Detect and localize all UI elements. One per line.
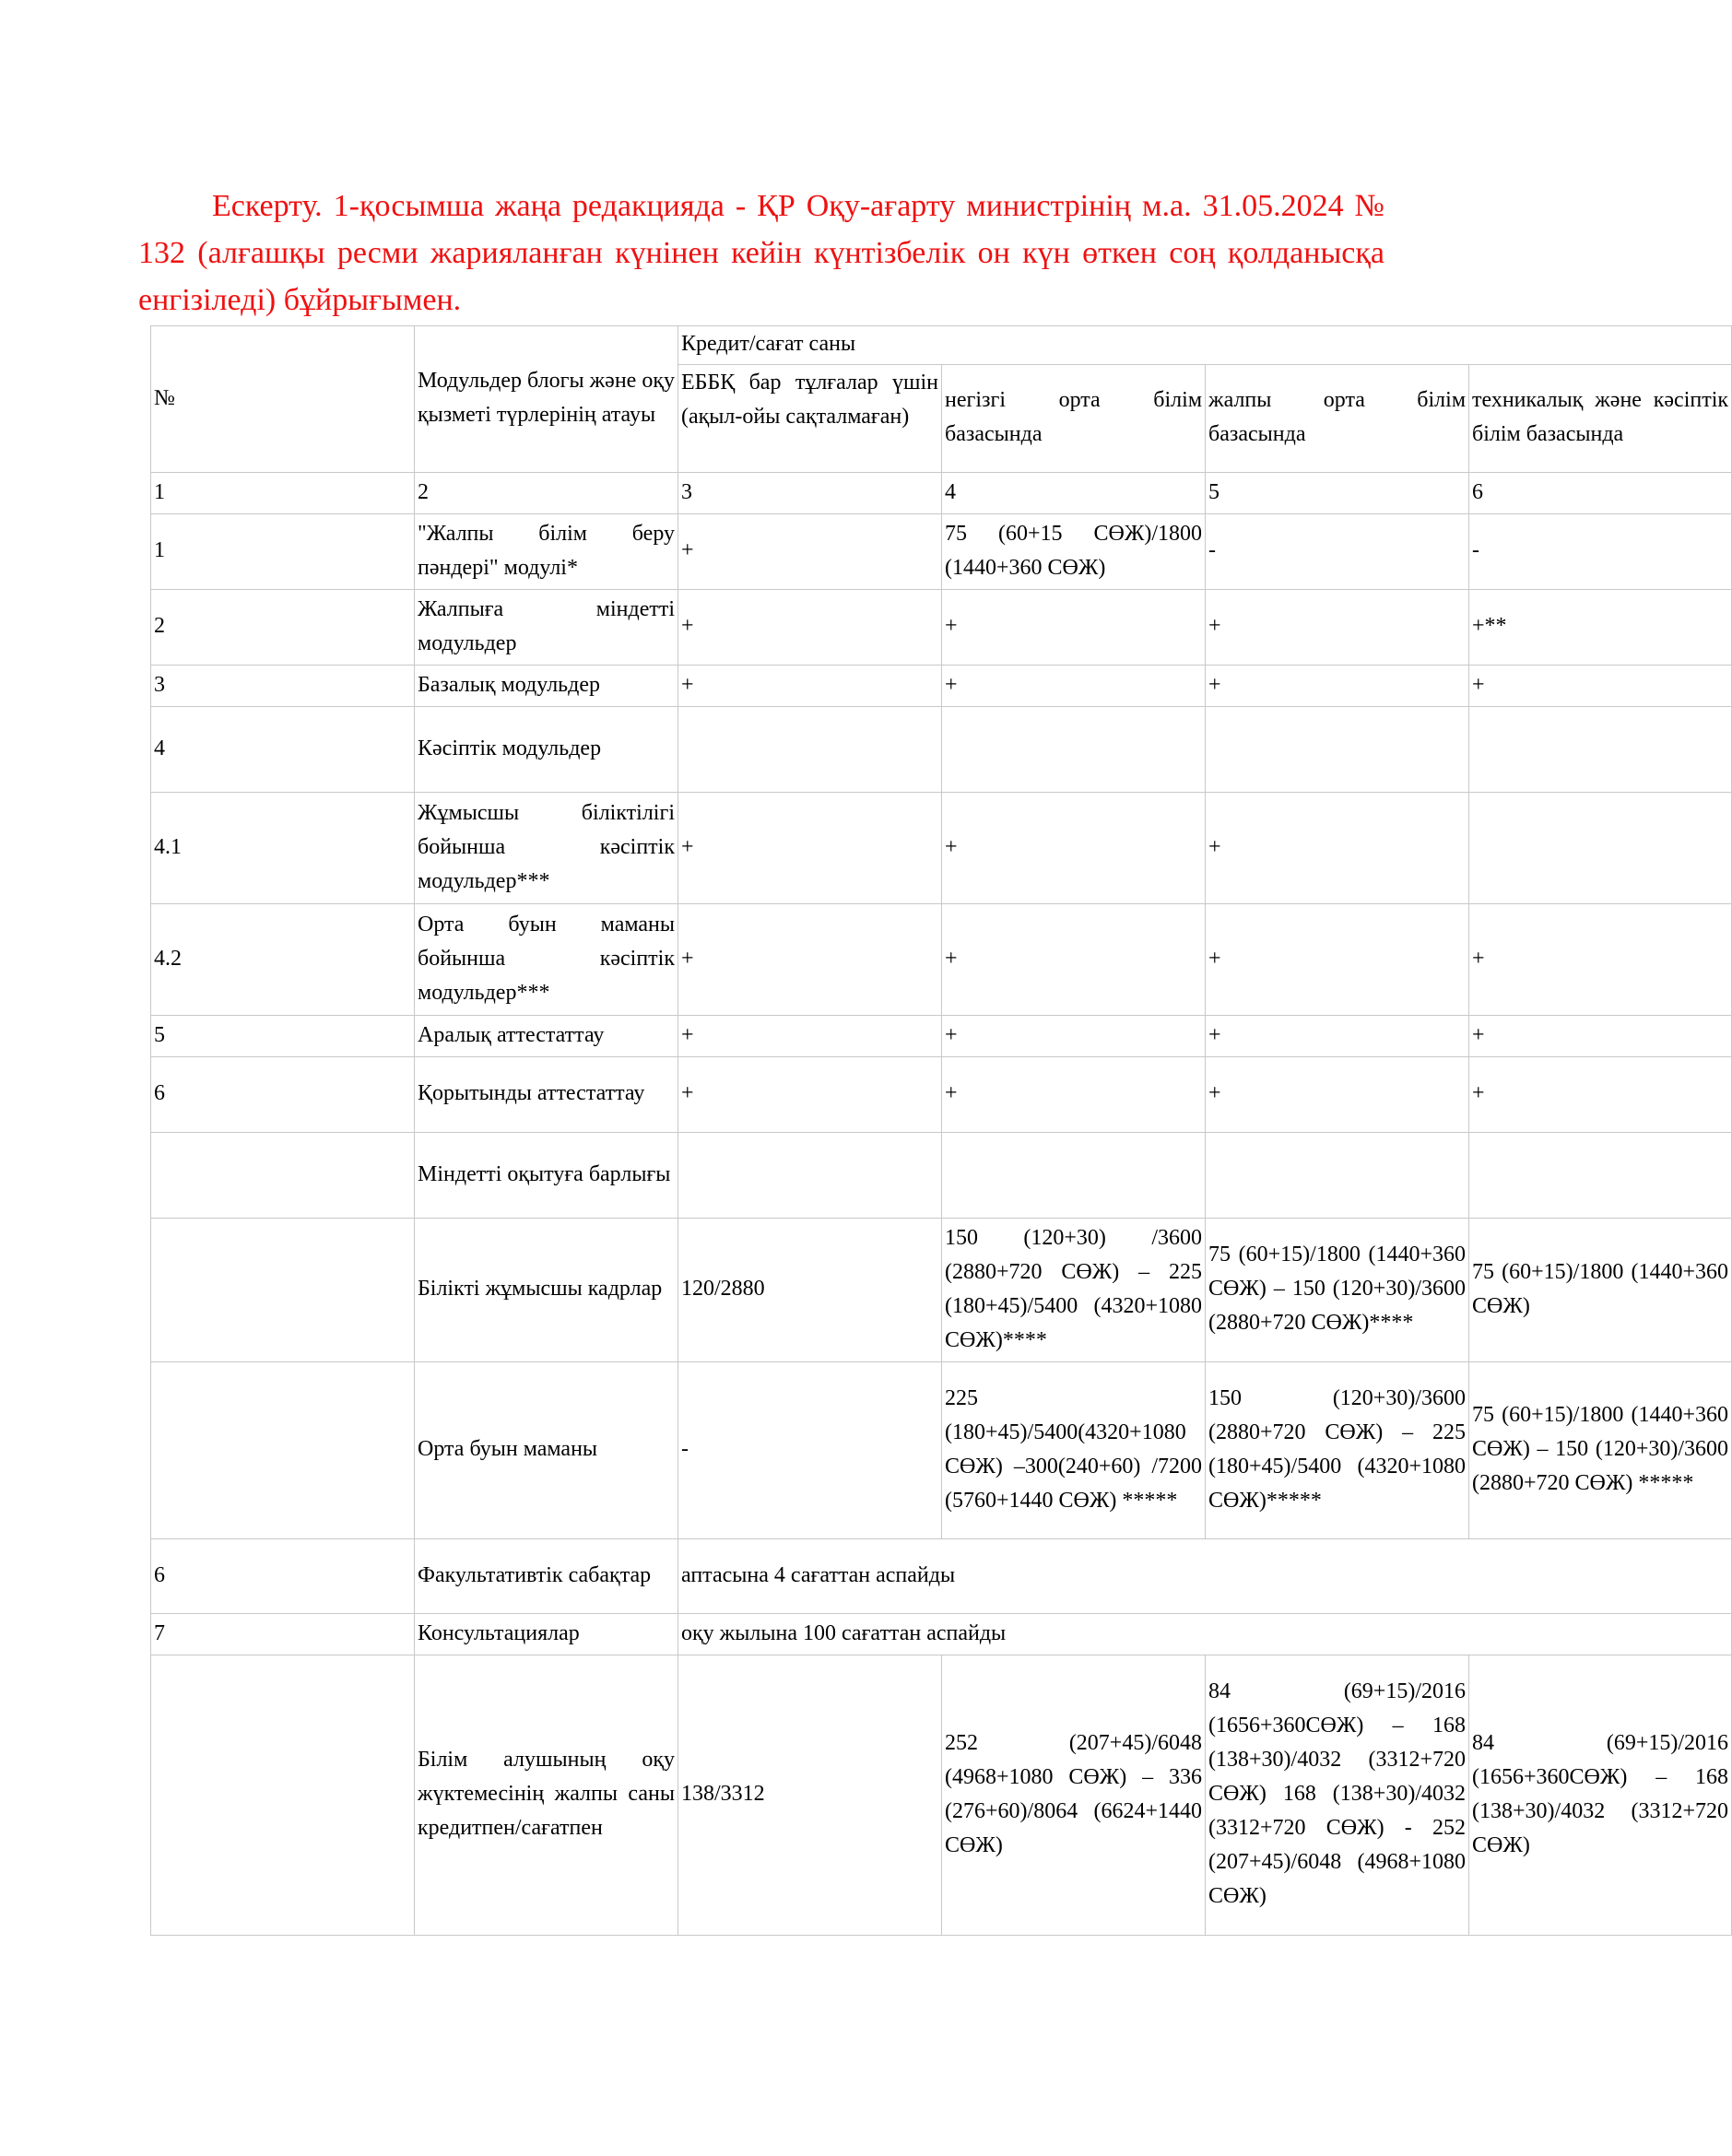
- table-cell: +: [1206, 666, 1469, 707]
- table-cell: +: [678, 514, 942, 590]
- table-cell: +: [942, 1016, 1206, 1057]
- optional-value: аптасына 4 сағаттан аспайды: [678, 1539, 1732, 1614]
- table-cell: [678, 707, 942, 793]
- table-cell: 225 (180+45)/5400(4320+1080 СӨЖ) –300(240+60) /7200 (5760+1440 СӨЖ) *****: [942, 1362, 1206, 1539]
- table-cell: 75 (60+15 СӨЖ)/1800 (1440+360 СӨЖ): [942, 514, 1206, 590]
- table-cell: +: [1469, 904, 1732, 1016]
- table-cell: Міндетті оқытуға барлығы: [415, 1133, 678, 1219]
- table-cell: Жұмысшы біліктілігі бойынша кәсіптік модульдер***: [415, 793, 678, 904]
- table-cell: 6: [151, 1057, 415, 1133]
- header-row-top: [151, 326, 1732, 365]
- table-cell: Орта буын маманы: [415, 1362, 678, 1539]
- index-cell: 2: [415, 473, 678, 514]
- optional-row: [151, 1539, 1732, 1614]
- table-cell: 75 (60+15)/1800 (1440+360 СӨЖ) – 150 (120+30)/3600 (2880+720 СӨЖ) *****: [1469, 1362, 1732, 1539]
- table-cell: -: [678, 1362, 942, 1539]
- table-cell: +: [942, 793, 1206, 904]
- header-col6: техникалық және кәсіптік білім базасында: [1469, 365, 1732, 473]
- amendment-note-text: Ескерту. 1-қосымша жаңа редакцияда - ҚР Оқу-ағарту министрінің м.а. 31.05.2024 № 132 (алғашқы ресми жарияланған күнінен кейін күнтізбелік он күн өткен соң қолданысқа енгізіледі) бұйрығымен.: [138, 189, 1384, 317]
- table-cell: +: [1206, 1016, 1469, 1057]
- index-row: [151, 473, 1732, 514]
- total-c6: 84 (69+15)/2016 (1656+360СӨЖ) – 168 (138+30)/4032 (3312+720 СӨЖ): [1469, 1655, 1732, 1936]
- table-cell: Орта буын маманы бойынша кәсіптік модульдер***: [415, 904, 678, 1016]
- table-cell: [942, 1133, 1206, 1219]
- table-row: [151, 707, 1732, 793]
- index-cell: 3: [678, 473, 942, 514]
- table-cell: +: [942, 1057, 1206, 1133]
- table-cell: [1206, 1133, 1469, 1219]
- table-cell: [151, 1219, 415, 1362]
- table-cell: Қорытынды аттестаттау: [415, 1057, 678, 1133]
- table-cell: 75 (60+15)/1800 (1440+360 СӨЖ): [1469, 1219, 1732, 1362]
- table-cell: [1469, 707, 1732, 793]
- table-row: [151, 1219, 1732, 1362]
- table-cell: Кәсіптік модульдер: [415, 707, 678, 793]
- table-row: [151, 1362, 1732, 1539]
- header-modules: Модульдер блогы және оқу қызметі түрлерінің атауы: [415, 326, 678, 473]
- table-cell: 3: [151, 666, 415, 707]
- table-cell: +: [1469, 1057, 1732, 1133]
- total-name: Білім алушының оқу жүктемесінің жалпы саны кредитпен/сағатпен: [415, 1655, 678, 1936]
- table-cell: [678, 1133, 942, 1219]
- index-cell: 5: [1206, 473, 1469, 514]
- table-cell: +: [678, 590, 942, 666]
- table-cell: +**: [1469, 590, 1732, 666]
- table-cell: +: [1206, 904, 1469, 1016]
- index-cell: 6: [1469, 473, 1732, 514]
- index-cell: 4: [942, 473, 1206, 514]
- index-cell: 1: [151, 473, 415, 514]
- table-cell: [151, 1362, 415, 1539]
- table-cell: +: [942, 590, 1206, 666]
- table-cell: 1: [151, 514, 415, 590]
- header-num: №: [151, 326, 415, 473]
- table-cell: 4.1: [151, 793, 415, 904]
- table-cell: Аралық аттестаттау: [415, 1016, 678, 1057]
- table-cell: +: [678, 666, 942, 707]
- table-cell: +: [678, 1016, 942, 1057]
- table-row: [151, 590, 1732, 666]
- table-cell: +: [942, 666, 1206, 707]
- header-credit-hours: Кредит/сағат саны: [678, 326, 1732, 365]
- table-cell: 75 (60+15)/1800 (1440+360 СӨЖ) – 150 (120+30)/3600 (2880+720 СӨЖ)****: [1206, 1219, 1469, 1362]
- header-col5: жалпы орта білім базасында: [1206, 365, 1469, 473]
- table-cell: [942, 707, 1206, 793]
- table-cell: -: [1206, 514, 1469, 590]
- total-num: [151, 1655, 415, 1936]
- table-cell: "Жалпы білім беру пәндері" модулі*: [415, 514, 678, 590]
- table-cell: +: [942, 904, 1206, 1016]
- table-row: [151, 1057, 1732, 1133]
- table-cell: +: [1206, 1057, 1469, 1133]
- consult-name: Консультациялар: [415, 1614, 678, 1655]
- table-cell: +: [678, 1057, 942, 1133]
- curriculum-table-container: [150, 325, 1729, 1948]
- consult-value: оқу жылына 100 сағаттан аспайды: [678, 1614, 1732, 1655]
- table-row: [151, 514, 1732, 590]
- table-cell: 150 (120+30) /3600 (2880+720 СӨЖ) – 225 (180+45)/5400 (4320+1080 СӨЖ)****: [942, 1219, 1206, 1362]
- table-row: [151, 904, 1732, 1016]
- total-row: [151, 1655, 1732, 1936]
- optional-num: 6: [151, 1539, 415, 1614]
- table-cell: +: [678, 793, 942, 904]
- table-cell: +: [1206, 590, 1469, 666]
- table-cell: -: [1469, 514, 1732, 590]
- table-cell: +: [1469, 1016, 1732, 1057]
- total-c4: 252 (207+45)/6048 (4968+1080 СӨЖ) – 336 (276+60)/8064 (6624+1440 СӨЖ): [942, 1655, 1206, 1936]
- table-cell: 150 (120+30)/3600 (2880+720 СӨЖ) – 225 (180+45)/5400 (4320+1080 СӨЖ)*****: [1206, 1362, 1469, 1539]
- curriculum-table: [150, 325, 1732, 1936]
- table-cell: 5: [151, 1016, 415, 1057]
- header-col3: ЕББҚ бар тұлғалар үшін (ақыл-ойы сақталмаған): [678, 365, 942, 473]
- table-cell: +: [1206, 793, 1469, 904]
- table-cell: +: [1469, 666, 1732, 707]
- table-cell: [1469, 793, 1732, 904]
- table-cell: Білікті жұмысшы кадрлар: [415, 1219, 678, 1362]
- table-cell: [151, 1133, 415, 1219]
- table-row: [151, 1016, 1732, 1057]
- header-col4: негізгі орта білім базасында: [942, 365, 1206, 473]
- total-c5: 84 (69+15)/2016 (1656+360СӨЖ) – 168 (138+30)/4032 (3312+720 СӨЖ) 168 (138+30)/4032 (3312+720 СӨЖ) - 252 (207+45)/6048 (4968+1080 СӨЖ): [1206, 1655, 1469, 1936]
- table-cell: Жалпыға міндетті модульдер: [415, 590, 678, 666]
- optional-name: Факультативтік сабақтар: [415, 1539, 678, 1614]
- table-cell: Базалық модульдер: [415, 666, 678, 707]
- table-cell: +: [678, 904, 942, 1016]
- consult-num: 7: [151, 1614, 415, 1655]
- table-cell: [1469, 1133, 1732, 1219]
- table-cell: 2: [151, 590, 415, 666]
- amendment-note: [138, 183, 1384, 324]
- table-cell: 4: [151, 707, 415, 793]
- table-cell: 4.2: [151, 904, 415, 1016]
- total-c3: 138/3312: [678, 1655, 942, 1936]
- table-row: [151, 666, 1732, 707]
- consult-row: [151, 1614, 1732, 1655]
- table-row: [151, 793, 1732, 904]
- table-cell: [1206, 707, 1469, 793]
- table-row: [151, 1133, 1732, 1219]
- table-cell: 120/2880: [678, 1219, 942, 1362]
